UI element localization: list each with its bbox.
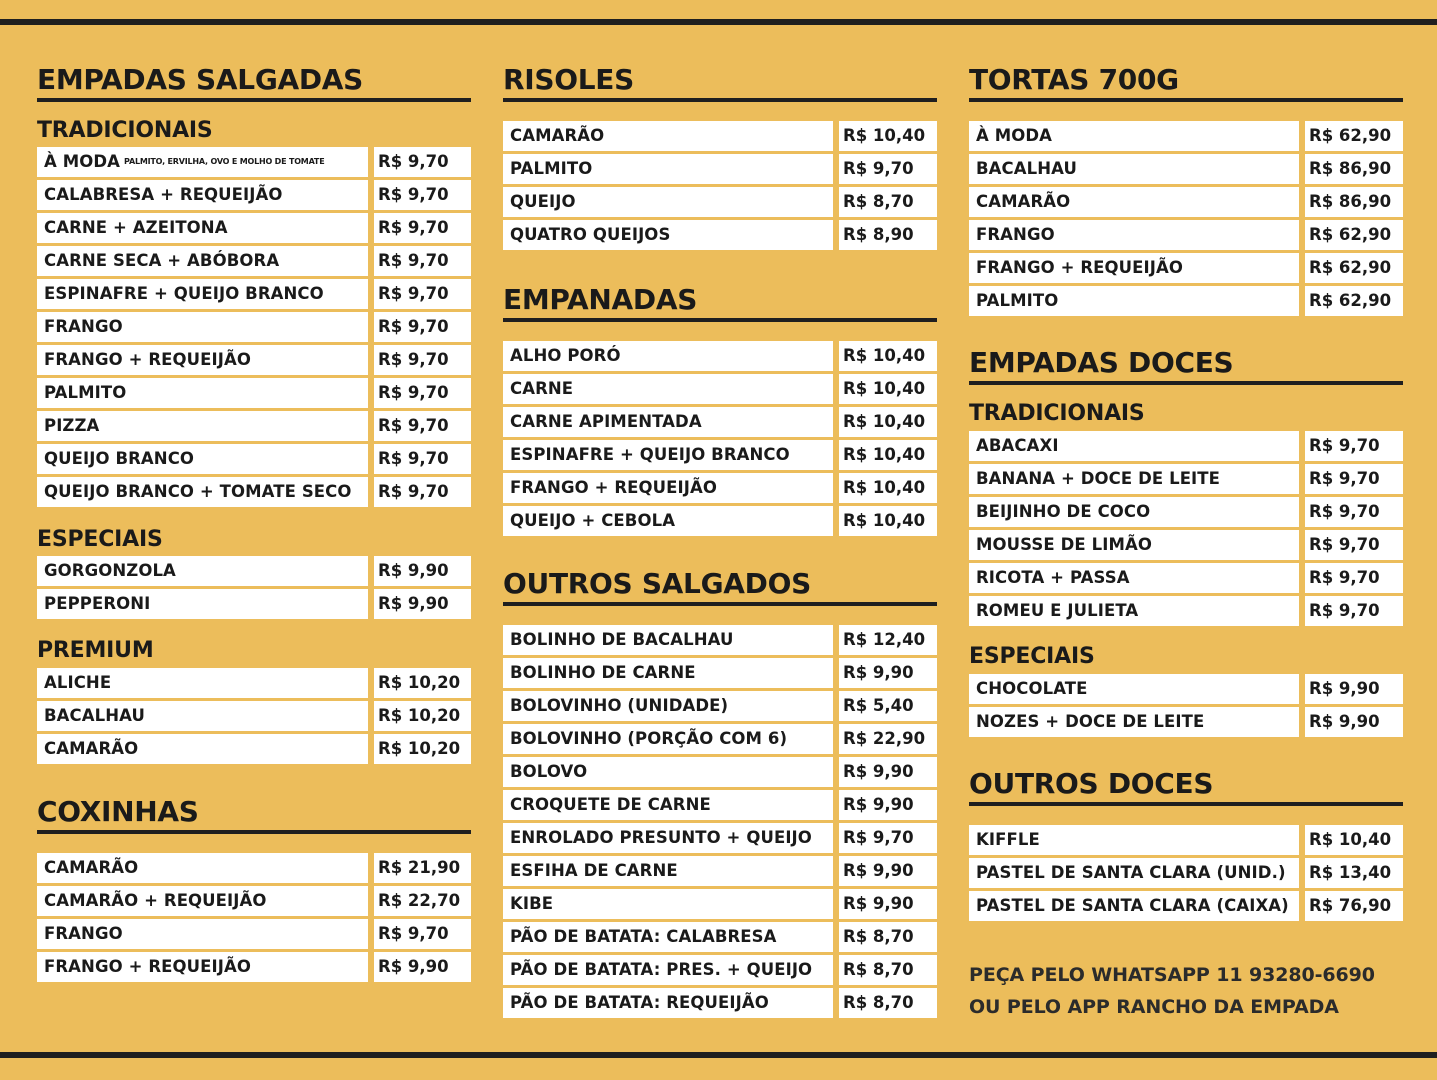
item-price: R$ 9,70 <box>374 279 471 309</box>
item-price: R$ 9,70 <box>374 213 471 243</box>
item-name: PALMITO <box>969 286 1299 316</box>
item-price: R$ 9,70 <box>374 919 471 949</box>
item-price: R$ 22,70 <box>374 886 471 916</box>
item-price: R$ 9,70 <box>374 477 471 507</box>
menu-item <box>503 922 937 952</box>
item-name: ESPINAFRE + QUEIJO BRANCO <box>37 279 368 309</box>
menu-item <box>503 341 937 371</box>
list-empanadas <box>503 341 937 539</box>
item-price: R$ 9,70 <box>374 444 471 474</box>
subsection-title-especiais-doces: ESPECIAIS <box>969 644 1095 669</box>
item-name: QUEIJO BRANCO + TOMATE SECO <box>37 477 368 507</box>
item-price: R$ 62,90 <box>1305 286 1403 316</box>
item-name-text: À MODA <box>44 152 121 171</box>
item-name: NOZES + DOCE DE LEITE <box>969 707 1299 737</box>
menu-item <box>37 378 471 408</box>
item-price: R$ 86,90 <box>1305 187 1403 217</box>
item-price: R$ 10,40 <box>839 440 937 470</box>
item-name: CARNE SECA + ABÓBORA <box>37 246 368 276</box>
menu-item <box>969 464 1403 494</box>
menu-item <box>503 473 937 503</box>
item-price: R$ 9,70 <box>1305 563 1403 593</box>
item-price: R$ 9,70 <box>374 246 471 276</box>
menu-item <box>37 312 471 342</box>
item-name: ABACAXI <box>969 431 1299 461</box>
top-border <box>0 19 1437 25</box>
list-especiais-doces <box>969 674 1403 740</box>
item-note: PALMITO, ERVILHA, OVO E MOLHO DE TOMATE <box>124 157 325 166</box>
item-price: R$ 9,90 <box>839 658 937 688</box>
item-price: R$ 8,70 <box>839 955 937 985</box>
item-name <box>37 147 368 177</box>
item-name: FRANGO + REQUEIJÃO <box>37 952 368 982</box>
item-price: R$ 10,20 <box>374 668 471 698</box>
item-price: R$ 86,90 <box>1305 154 1403 184</box>
item-name: PÃO DE BATATA: PRES. + QUEIJO <box>503 955 833 985</box>
item-price: R$ 9,90 <box>839 889 937 919</box>
section-title-empadas-salgadas: EMPADAS SALGADAS <box>37 62 471 102</box>
menu-item <box>503 658 937 688</box>
menu-item <box>969 674 1403 704</box>
menu-item <box>503 889 937 919</box>
menu-item <box>503 691 937 721</box>
menu-item <box>969 707 1403 737</box>
item-price: R$ 62,90 <box>1305 121 1403 151</box>
item-name: BOLOVINHO (PORÇÃO COM 6) <box>503 724 833 754</box>
menu-item <box>503 121 937 151</box>
menu-item <box>37 701 471 731</box>
section-title-risoles: RISOLES <box>503 62 937 102</box>
item-price: R$ 62,90 <box>1305 220 1403 250</box>
menu-item <box>969 530 1403 560</box>
list-tradicionais-salgadas <box>37 147 471 510</box>
item-name: QUATRO QUEIJOS <box>503 220 833 250</box>
item-name: KIBE <box>503 889 833 919</box>
menu-item <box>37 279 471 309</box>
item-name: CAMARÃO <box>503 121 833 151</box>
item-price: R$ 10,40 <box>839 374 937 404</box>
menu-item <box>37 444 471 474</box>
item-price: R$ 21,90 <box>374 853 471 883</box>
list-especiais-salgadas <box>37 556 471 622</box>
menu-item <box>37 919 471 949</box>
item-price: R$ 9,70 <box>1305 497 1403 527</box>
item-name: BOLINHO DE CARNE <box>503 658 833 688</box>
list-premium <box>37 668 471 767</box>
item-price: R$ 9,90 <box>1305 707 1403 737</box>
menu-item <box>503 757 937 787</box>
item-price: R$ 10,40 <box>1305 825 1403 855</box>
item-price: R$ 9,70 <box>1305 596 1403 626</box>
item-price: R$ 9,70 <box>839 154 937 184</box>
item-price: R$ 9,70 <box>374 312 471 342</box>
item-name: GORGONZOLA <box>37 556 368 586</box>
item-price: R$ 10,40 <box>839 407 937 437</box>
item-price: R$ 10,40 <box>839 506 937 536</box>
menu-item <box>969 121 1403 151</box>
menu-item <box>503 625 937 655</box>
item-price: R$ 13,40 <box>1305 858 1403 888</box>
bottom-border <box>0 1052 1437 1058</box>
item-name: PIZZA <box>37 411 368 441</box>
menu-item <box>37 345 471 375</box>
menu-item <box>37 411 471 441</box>
item-name: CROQUETE DE CARNE <box>503 790 833 820</box>
menu-item <box>503 988 937 1018</box>
menu-item <box>969 286 1403 316</box>
item-name: QUEIJO <box>503 187 833 217</box>
item-name: BACALHAU <box>969 154 1299 184</box>
order-info <box>969 959 1409 1023</box>
list-outros-doces <box>969 825 1403 924</box>
section-title-empanadas: EMPANADAS <box>503 282 937 322</box>
item-name: ESPINAFRE + QUEIJO BRANCO <box>503 440 833 470</box>
menu-item <box>969 431 1403 461</box>
item-price: R$ 9,70 <box>839 823 937 853</box>
item-name: FRANGO <box>37 919 368 949</box>
item-name: À MODA <box>969 121 1299 151</box>
menu-item <box>969 187 1403 217</box>
item-price: R$ 5,40 <box>839 691 937 721</box>
menu-item <box>37 213 471 243</box>
item-price: R$ 9,90 <box>374 589 471 619</box>
item-name: BOLOVINHO (UNIDADE) <box>503 691 833 721</box>
item-name: FRANGO <box>37 312 368 342</box>
menu-item <box>37 668 471 698</box>
menu-item <box>37 734 471 764</box>
section-title-empadas-doces: EMPADAS DOCES <box>969 345 1403 385</box>
item-name: PALMITO <box>37 378 368 408</box>
menu-item <box>37 886 471 916</box>
menu-item <box>503 220 937 250</box>
item-name: MOUSSE DE LIMÃO <box>969 530 1299 560</box>
section-title-outros-doces: OUTROS DOCES <box>969 766 1403 806</box>
item-name: CAMARÃO <box>37 853 368 883</box>
item-price: R$ 9,90 <box>839 757 937 787</box>
item-name: QUEIJO BRANCO <box>37 444 368 474</box>
menu-item <box>969 825 1403 855</box>
menu-item <box>37 853 471 883</box>
menu-item <box>969 253 1403 283</box>
list-risoles <box>503 121 937 253</box>
item-name: KIFFLE <box>969 825 1299 855</box>
item-price: R$ 9,90 <box>839 856 937 886</box>
item-name: PASTEL DE SANTA CLARA (CAIXA) <box>969 891 1299 921</box>
item-price: R$ 9,70 <box>374 411 471 441</box>
list-outros-salgados <box>503 625 937 1021</box>
menu-item <box>503 955 937 985</box>
item-price: R$ 9,70 <box>374 147 471 177</box>
item-price: R$ 9,90 <box>374 556 471 586</box>
item-name: BANANA + DOCE DE LEITE <box>969 464 1299 494</box>
menu-item <box>503 823 937 853</box>
menu-item <box>969 891 1403 921</box>
item-name: CAMARÃO + REQUEIJÃO <box>37 886 368 916</box>
item-price: R$ 9,90 <box>839 790 937 820</box>
item-name: CAMARÃO <box>37 734 368 764</box>
subsection-title-premium: PREMIUM <box>37 638 154 663</box>
menu-item <box>503 506 937 536</box>
item-name: FRANGO + REQUEIJÃO <box>37 345 368 375</box>
item-name: ALHO PORÓ <box>503 341 833 371</box>
item-price: R$ 12,40 <box>839 625 937 655</box>
menu-item <box>37 147 471 177</box>
item-name: BACALHAU <box>37 701 368 731</box>
order-info-whatsapp: PEÇA PELO WHATSAPP 11 93280-6690 <box>969 964 1375 986</box>
menu-item <box>503 440 937 470</box>
menu-item <box>969 497 1403 527</box>
item-name: PEPPERONI <box>37 589 368 619</box>
menu-item <box>969 563 1403 593</box>
item-price: R$ 9,70 <box>1305 464 1403 494</box>
item-name: ENROLADO PRESUNTO + QUEIJO <box>503 823 833 853</box>
item-price: R$ 9,70 <box>1305 530 1403 560</box>
item-price: R$ 10,20 <box>374 734 471 764</box>
subsection-title-especiais: ESPECIAIS <box>37 527 163 552</box>
item-price: R$ 76,90 <box>1305 891 1403 921</box>
item-name: BOLOVO <box>503 757 833 787</box>
item-price: R$ 9,70 <box>374 378 471 408</box>
menu-item <box>503 407 937 437</box>
menu-item <box>969 858 1403 888</box>
item-price: R$ 9,70 <box>374 345 471 375</box>
item-name: CAMARÃO <box>969 187 1299 217</box>
menu-item <box>503 154 937 184</box>
item-price: R$ 9,70 <box>1305 431 1403 461</box>
menu-item <box>37 246 471 276</box>
item-name: BOLINHO DE BACALHAU <box>503 625 833 655</box>
section-title-outros-salgados: OUTROS SALGADOS <box>503 566 937 606</box>
list-coxinhas <box>37 853 471 985</box>
item-price: R$ 10,40 <box>839 473 937 503</box>
item-name: PASTEL DE SANTA CLARA (UNID.) <box>969 858 1299 888</box>
item-price: R$ 8,70 <box>839 922 937 952</box>
menu-item <box>969 154 1403 184</box>
item-name: ALICHE <box>37 668 368 698</box>
item-name: ROMEU E JULIETA <box>969 596 1299 626</box>
list-tradicionais-doces <box>969 431 1403 629</box>
item-name: CARNE APIMENTADA <box>503 407 833 437</box>
item-price: R$ 62,90 <box>1305 253 1403 283</box>
item-name: PÃO DE BATATA: CALABRESA <box>503 922 833 952</box>
subsection-title-tradicionais-doces: TRADICIONAIS <box>969 401 1145 426</box>
menu-item <box>37 589 471 619</box>
item-name: PÃO DE BATATA: REQUEIJÃO <box>503 988 833 1018</box>
item-name: CALABRESA + REQUEIJÃO <box>37 180 368 210</box>
section-title-tortas: TORTAS 700G <box>969 62 1403 102</box>
item-name: CARNE + AZEITONA <box>37 213 368 243</box>
item-price: R$ 9,90 <box>374 952 471 982</box>
item-price: R$ 10,40 <box>839 341 937 371</box>
menu-item <box>503 856 937 886</box>
item-name: FRANGO <box>969 220 1299 250</box>
order-info-app: OU PELO APP RANCHO DA EMPADA <box>969 996 1339 1018</box>
subsection-title-tradicionais: TRADICIONAIS <box>37 118 213 143</box>
item-price: R$ 22,90 <box>839 724 937 754</box>
item-name: PALMITO <box>503 154 833 184</box>
menu-item <box>503 187 937 217</box>
item-price: R$ 9,70 <box>374 180 471 210</box>
menu-item <box>969 220 1403 250</box>
menu-item <box>37 477 471 507</box>
item-price: R$ 8,70 <box>839 187 937 217</box>
item-name: FRANGO + REQUEIJÃO <box>503 473 833 503</box>
item-name: RICOTA + PASSA <box>969 563 1299 593</box>
menu-item <box>503 374 937 404</box>
item-price: R$ 10,40 <box>839 121 937 151</box>
menu-item <box>37 952 471 982</box>
item-name: CHOCOLATE <box>969 674 1299 704</box>
item-name: FRANGO + REQUEIJÃO <box>969 253 1299 283</box>
item-name: CARNE <box>503 374 833 404</box>
menu-item <box>969 596 1403 626</box>
item-name: ESFIHA DE CARNE <box>503 856 833 886</box>
item-price: R$ 10,20 <box>374 701 471 731</box>
list-tortas <box>969 121 1403 319</box>
item-price: R$ 8,70 <box>839 988 937 1018</box>
section-title-coxinhas: COXINHAS <box>37 794 471 834</box>
menu-item <box>37 180 471 210</box>
item-price: R$ 9,90 <box>1305 674 1403 704</box>
item-name: QUEIJO + CEBOLA <box>503 506 833 536</box>
item-name: BEIJINHO DE COCO <box>969 497 1299 527</box>
menu-item <box>503 790 937 820</box>
menu-item <box>37 556 471 586</box>
item-price: R$ 8,90 <box>839 220 937 250</box>
menu-item <box>503 724 937 754</box>
